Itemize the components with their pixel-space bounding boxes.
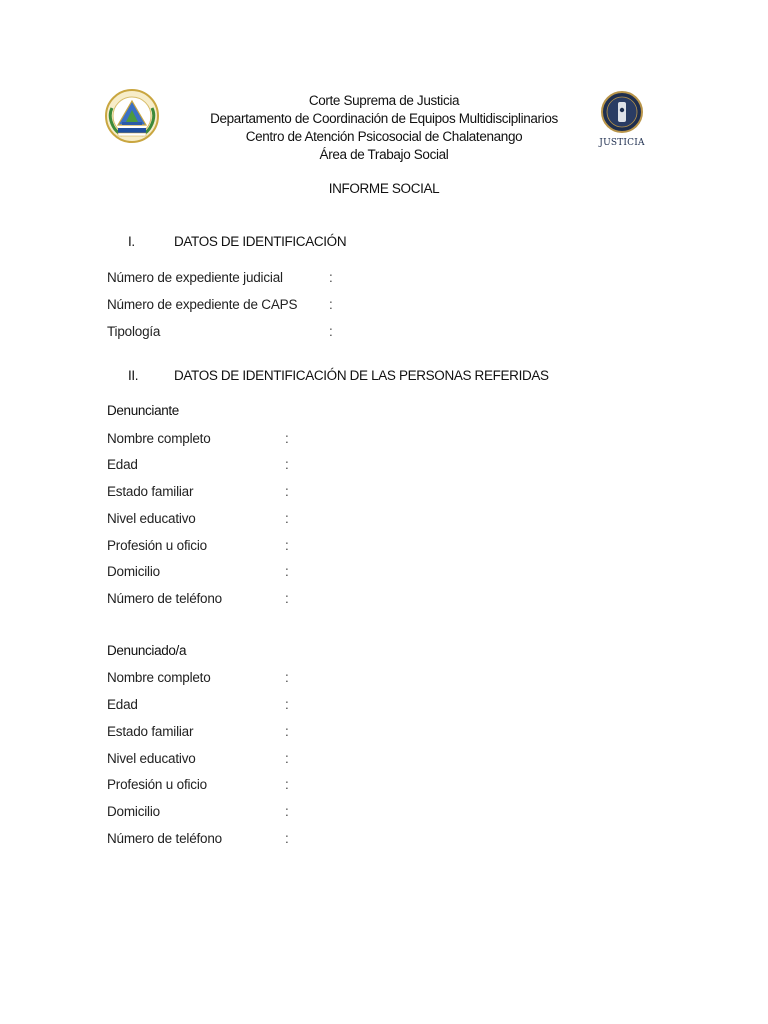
coat-of-arms-logo bbox=[104, 88, 160, 144]
institution-name: Corte Suprema de Justicia bbox=[308, 93, 460, 108]
field-label: Estado familiar bbox=[107, 484, 194, 499]
denunciado-estado-familiar-row bbox=[107, 723, 289, 741]
denunciado-nombre-row bbox=[107, 669, 289, 687]
field-label: Nombre completo bbox=[107, 670, 211, 685]
denunciado-profesion-row bbox=[107, 776, 289, 794]
field-label: Profesión u oficio bbox=[107, 538, 207, 553]
field-label: Número de expediente judicial bbox=[107, 270, 283, 285]
field-label: Estado familiar bbox=[107, 724, 194, 739]
field-separator: : bbox=[285, 538, 289, 553]
denunciado-domicilio-row bbox=[107, 803, 289, 821]
section-2-number: II. bbox=[128, 368, 139, 383]
field-label: Domicilio bbox=[107, 804, 160, 819]
svg-text:JUSTICIA: JUSTICIA bbox=[599, 138, 645, 148]
justicia-logo bbox=[594, 90, 650, 150]
section-1-heading bbox=[128, 234, 346, 249]
section-1-number: I. bbox=[128, 234, 135, 249]
field-separator: : bbox=[285, 751, 289, 766]
field-row-expediente-caps bbox=[107, 296, 333, 314]
denunciante-edad-row bbox=[107, 456, 289, 474]
denunciado-heading: Denunciado/a bbox=[107, 643, 187, 658]
denunciado-edad-row bbox=[107, 696, 289, 714]
field-label: Domicilio bbox=[107, 564, 160, 579]
field-separator: : bbox=[285, 457, 289, 472]
field-label: Número de teléfono bbox=[107, 831, 222, 846]
department-name: Departamento de Coordinación de Equipos Multidisciplinarios bbox=[210, 111, 558, 126]
field-separator: : bbox=[285, 431, 289, 446]
area-name: Área de Trabajo Social bbox=[319, 147, 449, 162]
field-separator: : bbox=[329, 297, 333, 312]
field-separator: : bbox=[285, 564, 289, 579]
denunciante-telefono-row bbox=[107, 590, 289, 608]
center-name: Centro de Atención Psicosocial de Chalatenango bbox=[245, 129, 523, 144]
field-separator: : bbox=[285, 777, 289, 792]
field-label: Profesión u oficio bbox=[107, 777, 207, 792]
field-separator: : bbox=[285, 484, 289, 499]
field-label: Nivel educativo bbox=[107, 511, 196, 526]
denunciante-nombre-row bbox=[107, 430, 289, 448]
field-separator: : bbox=[329, 270, 333, 285]
denunciante-estado-familiar-row bbox=[107, 483, 289, 501]
denunciante-heading: Denunciante bbox=[107, 403, 179, 418]
section-2-heading bbox=[128, 368, 549, 383]
field-separator: : bbox=[285, 591, 289, 606]
section-1-title: DATOS DE IDENTIFICACIÓN bbox=[174, 234, 347, 249]
section-2-title: DATOS DE IDENTIFICACIÓN DE LAS PERSONAS REFERIDAS bbox=[174, 368, 549, 383]
denunciante-profesion-row bbox=[107, 537, 289, 555]
field-separator: : bbox=[329, 324, 333, 339]
denunciante-nivel-educativo-row bbox=[107, 510, 289, 528]
field-separator: : bbox=[285, 831, 289, 846]
denunciado-nivel-educativo-row bbox=[107, 750, 289, 768]
field-label: Edad bbox=[107, 457, 138, 472]
field-label: Nombre completo bbox=[107, 431, 211, 446]
field-label: Nivel educativo bbox=[107, 751, 196, 766]
field-separator: : bbox=[285, 804, 289, 819]
field-separator: : bbox=[285, 670, 289, 685]
field-label: Edad bbox=[107, 697, 138, 712]
field-label: Tipología bbox=[107, 324, 161, 339]
field-separator: : bbox=[285, 511, 289, 526]
field-row-tipologia bbox=[107, 323, 333, 341]
document-header bbox=[170, 92, 598, 164]
field-separator: : bbox=[285, 697, 289, 712]
field-label: Número de teléfono bbox=[107, 591, 222, 606]
denunciado-telefono-row bbox=[107, 830, 289, 848]
field-label: Número de expediente de CAPS bbox=[107, 297, 298, 312]
field-separator: : bbox=[285, 724, 289, 739]
denunciante-domicilio-row bbox=[107, 563, 289, 581]
field-row-expediente-judicial bbox=[107, 269, 333, 287]
report-title: INFORME SOCIAL bbox=[328, 181, 440, 196]
